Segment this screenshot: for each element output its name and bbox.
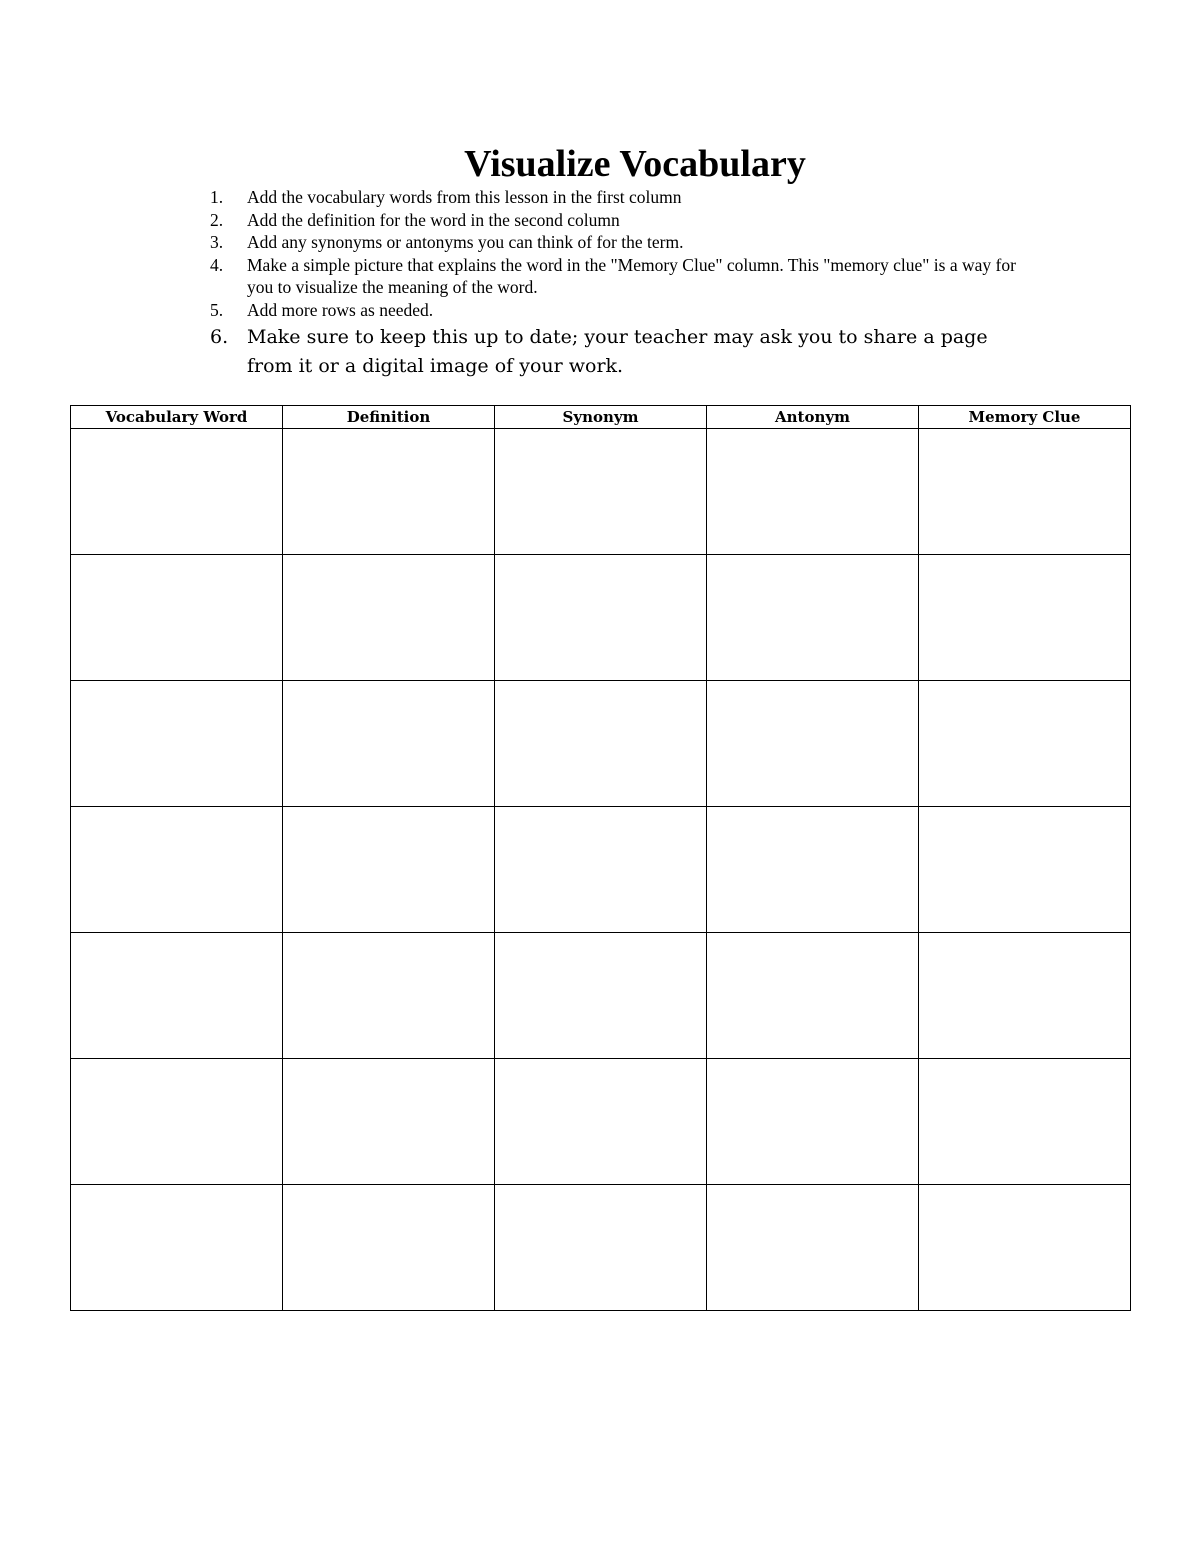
table-cell-synonym[interactable]: [495, 555, 707, 681]
table-cell-antonym[interactable]: [707, 429, 919, 555]
instruction-item: [0, 254, 1037, 299]
table-cell-vocabulary-word[interactable]: [71, 555, 283, 681]
table-cell-vocabulary-word[interactable]: [71, 1185, 283, 1311]
instruction-text: Make a simple picture that explains the word in the "Memory Clue" column. This "memory clue" is a way for you to visualize the meaning of the word.: [247, 254, 1016, 297]
table-cell-memory-clue[interactable]: [919, 555, 1131, 681]
table-cell-memory-clue[interactable]: [919, 807, 1131, 933]
column-header-memory-clue: Memory Clue: [919, 406, 1131, 429]
table-row: [71, 807, 1131, 933]
instruction-number: 1.: [210, 187, 224, 207]
table-cell-vocabulary-word[interactable]: [71, 807, 283, 933]
table-cell-antonym[interactable]: [707, 681, 919, 807]
instruction-text: Add the vocabulary words from this lesson in the first column: [247, 187, 682, 207]
table-cell-memory-clue[interactable]: [919, 681, 1131, 807]
instruction-item: [0, 231, 1037, 254]
table-cell-vocabulary-word[interactable]: [71, 933, 283, 1059]
table-cell-antonym[interactable]: [707, 1185, 919, 1311]
table-cell-synonym[interactable]: [495, 933, 707, 1059]
instruction-item: [0, 209, 1037, 232]
table-cell-antonym[interactable]: [707, 1059, 919, 1185]
column-header-definition: Definition: [283, 406, 495, 429]
instruction-number: 2.: [210, 209, 224, 230]
instruction-number: 4.: [210, 254, 224, 275]
table-cell-definition[interactable]: [283, 1185, 495, 1311]
table-cell-definition[interactable]: [283, 429, 495, 555]
instruction-number: 3.: [210, 232, 224, 252]
table-cell-memory-clue[interactable]: [919, 429, 1131, 555]
page-title: Visualize Vocabulary: [464, 143, 806, 185]
table-row: [71, 933, 1131, 1059]
table-row: [71, 1059, 1131, 1185]
table-cell-antonym[interactable]: [707, 807, 919, 933]
instruction-item: [0, 186, 1037, 209]
table-row: [71, 429, 1131, 555]
table-cell-synonym[interactable]: [495, 1059, 707, 1185]
column-header-antonym: Antonym: [707, 406, 919, 429]
table-cell-definition[interactable]: [283, 681, 495, 807]
instruction-text: Make sure to keep this up to date; your teacher may ask you to share a page from it or a digital image of your work.: [247, 326, 988, 377]
table-cell-definition[interactable]: [283, 555, 495, 681]
table-row: [71, 555, 1131, 681]
instruction-number: 6.: [210, 326, 229, 348]
table-row: [71, 1185, 1131, 1311]
table-row: [71, 681, 1131, 807]
table-cell-definition[interactable]: [283, 1059, 495, 1185]
table-cell-antonym[interactable]: [707, 933, 919, 1059]
table-cell-definition[interactable]: [283, 807, 495, 933]
instruction-text: Add the definition for the word in the second column: [247, 209, 620, 230]
table-cell-memory-clue[interactable]: [919, 1185, 1131, 1311]
table-cell-antonym[interactable]: [707, 555, 919, 681]
table-cell-vocabulary-word[interactable]: [71, 429, 283, 555]
table-cell-synonym[interactable]: [495, 807, 707, 933]
instruction-text: Add any synonyms or antonyms you can think of for the term.: [247, 232, 684, 252]
table-cell-vocabulary-word[interactable]: [71, 1059, 283, 1185]
instruction-text: Add more rows as needed.: [247, 299, 434, 320]
vocabulary-table: [70, 405, 1131, 1311]
instruction-item: [0, 299, 1037, 322]
table-cell-memory-clue[interactable]: [919, 933, 1131, 1059]
table-header-row: [71, 406, 1131, 429]
table-cell-synonym[interactable]: [495, 1185, 707, 1311]
table-cell-synonym[interactable]: [495, 429, 707, 555]
instruction-number: 5.: [210, 299, 224, 320]
table-cell-synonym[interactable]: [495, 681, 707, 807]
table-cell-memory-clue[interactable]: [919, 1059, 1131, 1185]
table-cell-definition[interactable]: [283, 933, 495, 1059]
column-header-synonym: Synonym: [495, 406, 707, 429]
table-cell-vocabulary-word[interactable]: [71, 681, 283, 807]
column-header-vocabulary-word: Vocabulary Word: [71, 406, 283, 429]
instructions-list: [0, 186, 1200, 381]
instruction-item: [0, 323, 1037, 381]
